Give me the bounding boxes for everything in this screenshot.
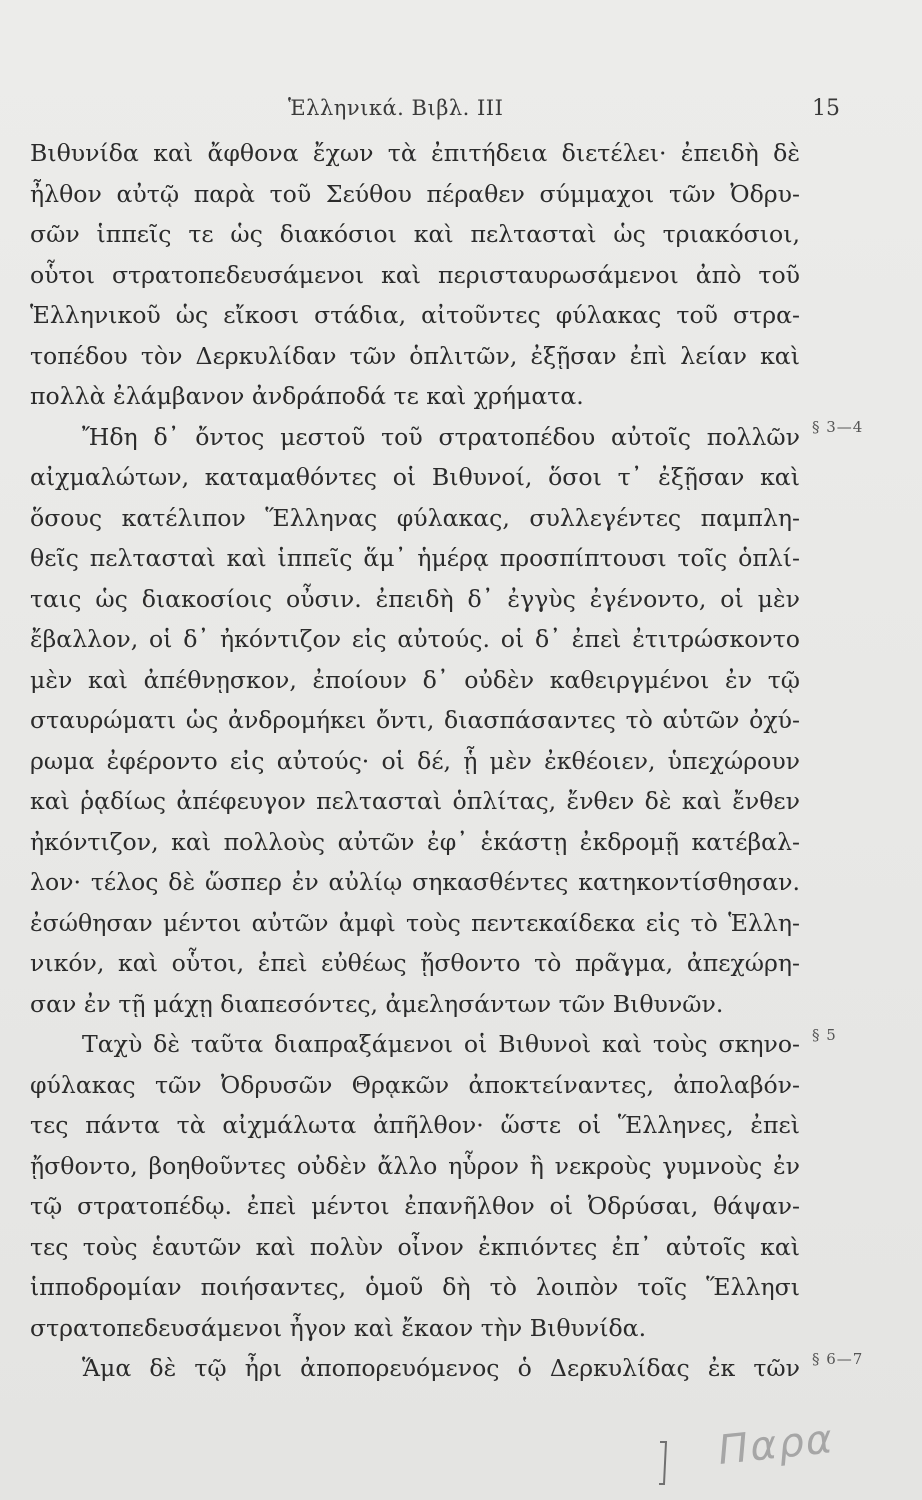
text-line: μὲν καὶ ἀπέθνῃσκον, ἐποίουν δ᾽ οὐδὲν καθειργμένοι ἐν τῷ xyxy=(30,665,800,694)
text-line: Βιθυνίδα καὶ ἄφθονα ἔχων τὰ ἐπιτήδεια διετέλει· ἐπειδὴ δὲ xyxy=(30,139,800,167)
text-line: σῶν ἱππεῖς τε ὡς διακόσιοι καὶ πελτασταὶ ὡς τριακόσιοι, xyxy=(30,220,800,248)
text-line: Ἑλληνικοῦ ὡς εἴκοσι στάδια, αἰτοῦντες φύλακας τοῦ στρα- xyxy=(30,301,800,329)
text-line: τοπέδου τὸν Δερκυλίδαν τῶν ὁπλιτῶν, ἐξῇσαν ἐπὶ λείαν καὶ xyxy=(30,341,800,370)
text-line: ἔβαλλον, οἱ δ᾽ ἠκόντιζον εἰς αὐτούς. οἱ δ᾽ ἐπεὶ ἐτιτρώσκοντο xyxy=(30,625,800,653)
text-line: ρωμα ἐφέροντο εἰς αὐτούς· οἱ δέ, ᾗ μὲν ἐκθέοιεν, ὑπεχώρουν xyxy=(30,746,800,775)
text-line: ἐσώθησαν μέντοι αὐτῶν ἀμφὶ τοὺς πεντεκαίδεκα εἰς τὸ Ἑλλη- xyxy=(30,908,800,937)
section-mark-3-4: § 3—4 xyxy=(812,418,864,436)
text-line: λον· τέλος δὲ ὥσπερ ἐν αὐλίῳ σηκασθέντες κατηκοντίσθησαν. xyxy=(30,868,800,896)
text-line: καὶ ῥᾳδίως ἀπέφευγον πελτασταὶ ὁπλίτας, ἔνθεν δὲ καὶ ἔνθεν xyxy=(30,787,800,815)
text-line: σταυρώματι ὡς ἀνδρομήκει ὄντι, διασπάσαντες τὸ αὑτῶν ὀχύ- xyxy=(30,706,800,734)
text-line: σαν ἐν τῇ μάχῃ διαπεσόντες, ἀμελησάντων τῶν Βιθυνῶν. xyxy=(30,989,724,1018)
text-line: ἱπποδρομίαν ποιήσαντες, ὁμοῦ δὴ τὸ λοιπὸν τοῖς Ἕλλησι xyxy=(30,1273,800,1301)
page-number: 15 xyxy=(812,96,840,121)
text-line: νικόν, καὶ οὗτοι, ἐπεὶ εὐθέως ᾔσθοντο τὸ πρᾶγμα, ἀπεχώρη- xyxy=(30,949,800,977)
text-line: ᾔσθοντο, βοηθοῦντες οὐδὲν ἄλλο ηὗρον ἢ νεκροὺς γυμνοὺς ἐν xyxy=(30,1151,800,1180)
text-line: θεῖς πελτασταὶ καὶ ἱππεῖς ἅμ᾽ ἡμέρᾳ προσπίπτουσι τοῖς ὁπλί- xyxy=(30,544,800,572)
text-line: φύλακας τῶν Ὀδρυσῶν Θρᾳκῶν ἀποκτείναντες, ἀπολαβόν- xyxy=(30,1070,800,1099)
running-title: Ἑλληνικά. Βιβλ. III xyxy=(288,96,504,120)
text-line: αἰχμαλώτων, καταμαθόντες οἱ Βιθυνοί, ὅσοι τ᾽ ἐξῇσαν καὶ xyxy=(30,463,800,491)
greek-text-block xyxy=(30,133,800,1389)
text-line: ἠκόντιζον, καὶ πολλοὺς αὐτῶν ἐφ᾽ ἑκάστῃ ἐκδρομῇ κατέβαλ- xyxy=(30,827,800,856)
text-line: ὅσους κατέλιπον Ἕλληνας φύλακας, συλλεγέντες παμπλη- xyxy=(30,503,800,532)
running-head xyxy=(0,96,922,130)
section-mark-6-7: § 6—7 xyxy=(812,1350,864,1368)
text-line: οὗτοι στρατοπεδευσάμενοι καὶ περισταυρωσάμενοι ἀπὸ τοῦ xyxy=(30,260,800,289)
text-line: τες πάντα τὰ αἰχμάλωτα ἀπῆλθον· ὥστε οἱ Ἕλληνες, ἐπεὶ xyxy=(30,1111,800,1139)
section-mark-5: § 5 xyxy=(812,1026,837,1044)
text-line: ἦλθον αὐτῷ παρὰ τοῦ Σεύθου πέραθεν σύμμαχοι τῶν Ὀδρυ- xyxy=(30,179,800,208)
text-line: πολλὰ ἐλάμβανον ἀνδράποδά τε καὶ χρήματα. xyxy=(30,382,584,410)
pencil-bracket-icon xyxy=(658,1440,668,1486)
text-line: ταις ὡς διακοσίοις οὖσιν. ἐπειδὴ δ᾽ ἐγγὺς ἐγένοντο, οἱ μὲν xyxy=(30,584,800,613)
paragraph-start-line: Ἅμα δὲ τῷ ἦρι ἀποπορευόμενος ὁ Δερκυλίδας ἐκ τῶν xyxy=(82,1354,800,1382)
text-line: τες τοὺς ἑαυτῶν καὶ πολὺν οἶνον ἐκπιόντες ἐπ᾽ αὐτοῖς καὶ xyxy=(30,1232,800,1261)
text-line: στρατοπεδευσάμενοι ἦγον καὶ ἔκαον τὴν Βιθυνίδα. xyxy=(30,1313,647,1342)
pencil-marginal-note: Παρα xyxy=(715,1416,837,1474)
paragraph-start-line: Ταχὺ δὲ ταῦτα διαπραξάμενοι οἱ Βιθυνοὶ καὶ τοὺς σκηνο- xyxy=(82,1030,800,1058)
paragraph-start-line: Ἤδη δ᾽ ὄντος μεστοῦ τοῦ στρατοπέδου αὐτοῖς πολλῶν xyxy=(82,422,800,451)
text-line: τῷ στρατοπέδῳ. ἐπεὶ μέντοι ἐπανῆλθον οἱ Ὀδρύσαι, θάψαν- xyxy=(30,1192,800,1220)
